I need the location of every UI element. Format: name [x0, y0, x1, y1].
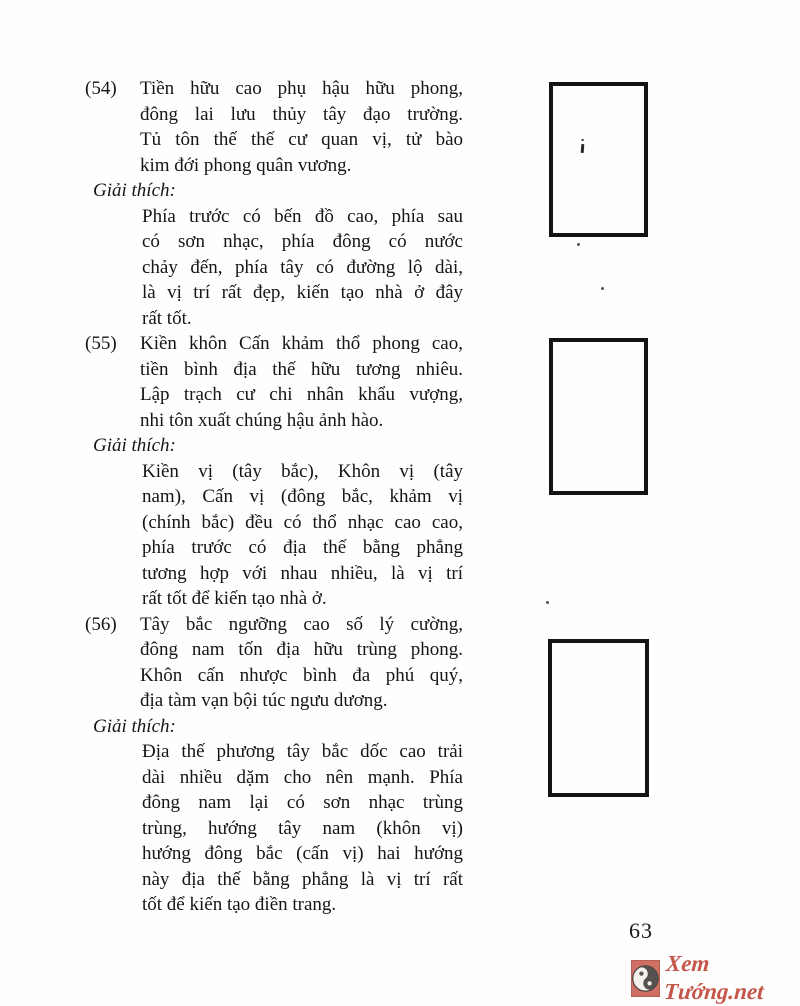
section-56 — [85, 612, 467, 918]
verse-number: (56) — [85, 613, 117, 635]
text-line: Tiền hữu cao phụ hậu hữu phong, — [140, 78, 463, 99]
text-line: đông nam lại có sơn nhạc trùng — [142, 792, 463, 813]
text-line: dài nhiều dặm cho nên mạnh. Phía — [142, 766, 463, 788]
text-line: tương hợp với nhau nhiều, là vị trí — [142, 562, 463, 584]
verse-number: (54) — [85, 78, 117, 99]
page-number: 63 — [629, 918, 653, 943]
verse-56 — [85, 612, 467, 714]
scan-speck — [601, 287, 604, 290]
explanation-label: Giải thích: — [93, 715, 176, 737]
verse-text — [140, 331, 463, 433]
text-line: là vị trí rất đẹp, kiến tạo nhà ở đây — [142, 282, 463, 303]
text-line: trùng, hướng tây nam (khôn vị) — [142, 817, 463, 839]
scan-speck — [577, 243, 580, 246]
text-line: Tủ tôn thế thế cư quan vị, tử bào — [140, 129, 463, 150]
verse-text — [140, 612, 463, 714]
text-line: Lập trạch cư chi nhân khẩu vượng, — [140, 384, 463, 405]
verse-text — [140, 76, 463, 178]
diagram-box-2 — [549, 338, 648, 495]
text-line: Tây bắc ngưỡng cao số lý cường, — [140, 613, 463, 635]
watermark — [631, 950, 800, 1006]
watermark-text: Xem Tướng.net — [663, 951, 765, 1004]
explanation-text — [142, 739, 463, 918]
text-line: có sơn nhạc, phía đông có nước — [142, 231, 463, 252]
section-55 — [85, 331, 467, 612]
diagram-box-1 — [549, 82, 648, 237]
text-line: hướng đông bắc (cấn vị) hai hướng — [142, 843, 463, 864]
scan-speck — [546, 601, 549, 604]
verse-54 — [85, 76, 467, 178]
explanation-text — [142, 459, 463, 612]
text-line: Khôn cấn nhược bình đa phú quý, — [140, 664, 463, 686]
text-line: đông nam tốn địa hữu trùng phong. — [140, 639, 463, 660]
yin-yang-icon — [631, 960, 660, 997]
text-line: kim đới phong quân vương. — [140, 154, 352, 176]
explanation-text — [142, 204, 463, 332]
text-line: chảy đến, phía tây có đường lộ dài, — [142, 256, 463, 278]
text-line: (chính bắc) đều có thổ nhạc cao cao, — [142, 511, 463, 533]
text-line: phía trước có địa thế bằng phẳng — [142, 537, 463, 558]
text-line: này địa thế bằng phẳng là vị trí rất — [142, 868, 463, 890]
text-line: tốt để kiến tạo điền trang. — [142, 894, 337, 915]
text-line: địa tàm vạn bội túc ngưu dương. — [140, 690, 388, 711]
text-line: rất tốt để kiến tạo nhà ở. — [142, 588, 327, 609]
explanation-label: Giải thích: — [93, 435, 176, 456]
explanation-label: Giải thích: — [93, 180, 176, 201]
text-column — [85, 76, 467, 918]
diagram-box-3 — [548, 639, 649, 797]
verse-55 — [85, 331, 467, 433]
text-line: Phía trước có bến đồ cao, phía sau — [142, 205, 463, 227]
text-line: Kiền vị (tây bắc), Khôn vị (tây — [142, 460, 463, 482]
text-line: đông lai lưu thủy tây đạo trường. — [140, 103, 463, 125]
text-line: Địa thế phương tây bắc dốc cao trải — [142, 741, 463, 762]
section-54 — [85, 76, 467, 331]
verse-number: (55) — [85, 333, 117, 354]
text-line: rất tốt. — [142, 307, 192, 329]
text-line: nhi tôn xuất chúng hậu ảnh hào. — [140, 409, 384, 431]
scan-artifact — [581, 144, 585, 153]
text-line: Kiền khôn Cấn khảm thổ phong cao, — [140, 333, 463, 354]
text-line: nam), Cấn vị (đông bắc, khảm vị — [142, 486, 463, 507]
text-line: tiền bình địa thế hữu tương nhiêu. — [140, 358, 463, 380]
